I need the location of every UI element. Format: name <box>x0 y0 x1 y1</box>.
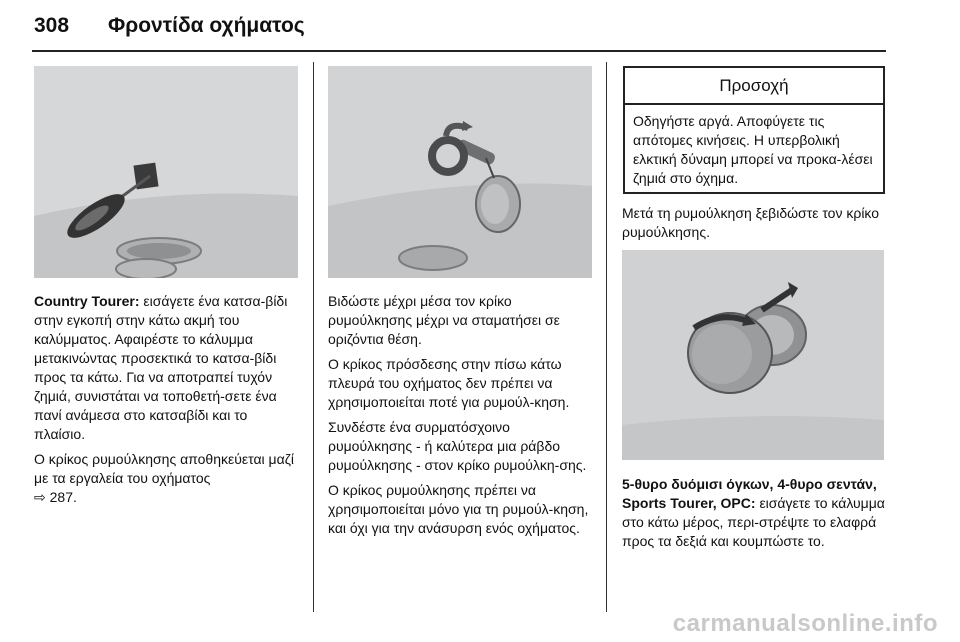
cover-refit-illustration <box>622 250 884 460</box>
figure-towing-eye <box>328 66 592 278</box>
watermark: carmanualsonline.info <box>672 610 938 637</box>
screwdriver-illustration <box>34 66 298 278</box>
country-tourer-instructions: εισάγετε ένα κατσα-βίδι στην εγκοπή στην κάτω ακμή του καλύμματος. Αφαιρέστε το κάλυμμα μετακινώντας προσεκτικά το κατσα-βίδι προς τα κάτω. Για να αποτραπεί τυχόν ζημιά, συνιστάται να τοποθετή-σετε ένα πανί ανάμεσα στο κατσαβίδι και το πλαίσιο. <box>34 293 288 442</box>
column-divider-2 <box>606 62 607 612</box>
model-label: Country Tourer: <box>34 293 140 309</box>
screw-in-paragraph: Βιδώστε μέχρι μέσα τον κρίκο ρυμούλκησης μέχρι να σταματήσει σε οριζόντια θέση. <box>328 293 560 347</box>
towing-eye-illustration <box>328 66 592 278</box>
figure-screwdriver <box>34 66 298 278</box>
storage-paragraph <box>34 450 298 507</box>
page-title: Φροντίδα οχήματος <box>108 14 305 37</box>
notice-body: Οδηγήστε αργά. Αποφύγετε τις απότομες κινήσεις. Η υπερβολική ελκτική δύναμη μπορεί να προκα-λέσει ζημιά στο όχημα. <box>633 113 873 186</box>
page-number: 308 <box>34 14 70 37</box>
tow-rope-paragraph: Συνδέστε ένα συρματόσχοινο ρυμούλκησης - ή καλύτερα μια ράβδο ρυμούλκησης - στον κρίκο ρυμούλκη-σης. <box>328 419 587 473</box>
tie-down-warning-paragraph: Ο κρίκος πρόσδεσης στην πίσω κάτω πλευρά του οχήματος δεν πρέπει να χρησιμοποιείται ποτέ για ρυμούλ-κηση. <box>328 356 570 410</box>
unscrew-paragraph: Μετά τη ρυμούλκηση ξεβιδώστε τον κρίκο ρυμούλκησης. <box>622 205 880 240</box>
caution-notice <box>623 66 885 194</box>
page-reference-link[interactable]: 287. <box>49 489 77 505</box>
notice-title: Προσοχή <box>625 68 883 105</box>
column-divider-1 <box>313 62 314 612</box>
country-tourer-paragraph <box>34 292 298 444</box>
figure-cover-refit <box>622 250 884 460</box>
models-text <box>622 475 894 557</box>
header-rule <box>32 50 886 52</box>
models-label: 5-θυρο δυόμισι όγκων, 4-θυρο σεντάν, Sports Tourer, OPC: <box>622 476 877 511</box>
column-2 <box>328 292 594 544</box>
models-instructions: εισάγετε το κάλυμμα στο κάτω μέρος, περι-στρέψτε το ελαφρά προς τα δεξιά και κουμπώστε το. <box>622 495 885 549</box>
towing-only-paragraph: Ο κρίκος ρυμούλκησης πρέπει να χρησιμοποιείται μόνο για τη ρυμούλ-κηση, και όχι για την ανάσυρση ενός οχήματος. <box>328 482 589 536</box>
column-1 <box>34 292 298 513</box>
page-header <box>34 14 305 38</box>
page-ref-arrow-icon: ⇨ <box>34 489 46 505</box>
after-towing-text <box>622 204 888 248</box>
storage-text: Ο κρίκος ρυμούλκησης αποθηκεύεται μαζί με τα εργαλεία του οχήματος <box>34 451 295 486</box>
models-paragraph <box>622 475 894 551</box>
